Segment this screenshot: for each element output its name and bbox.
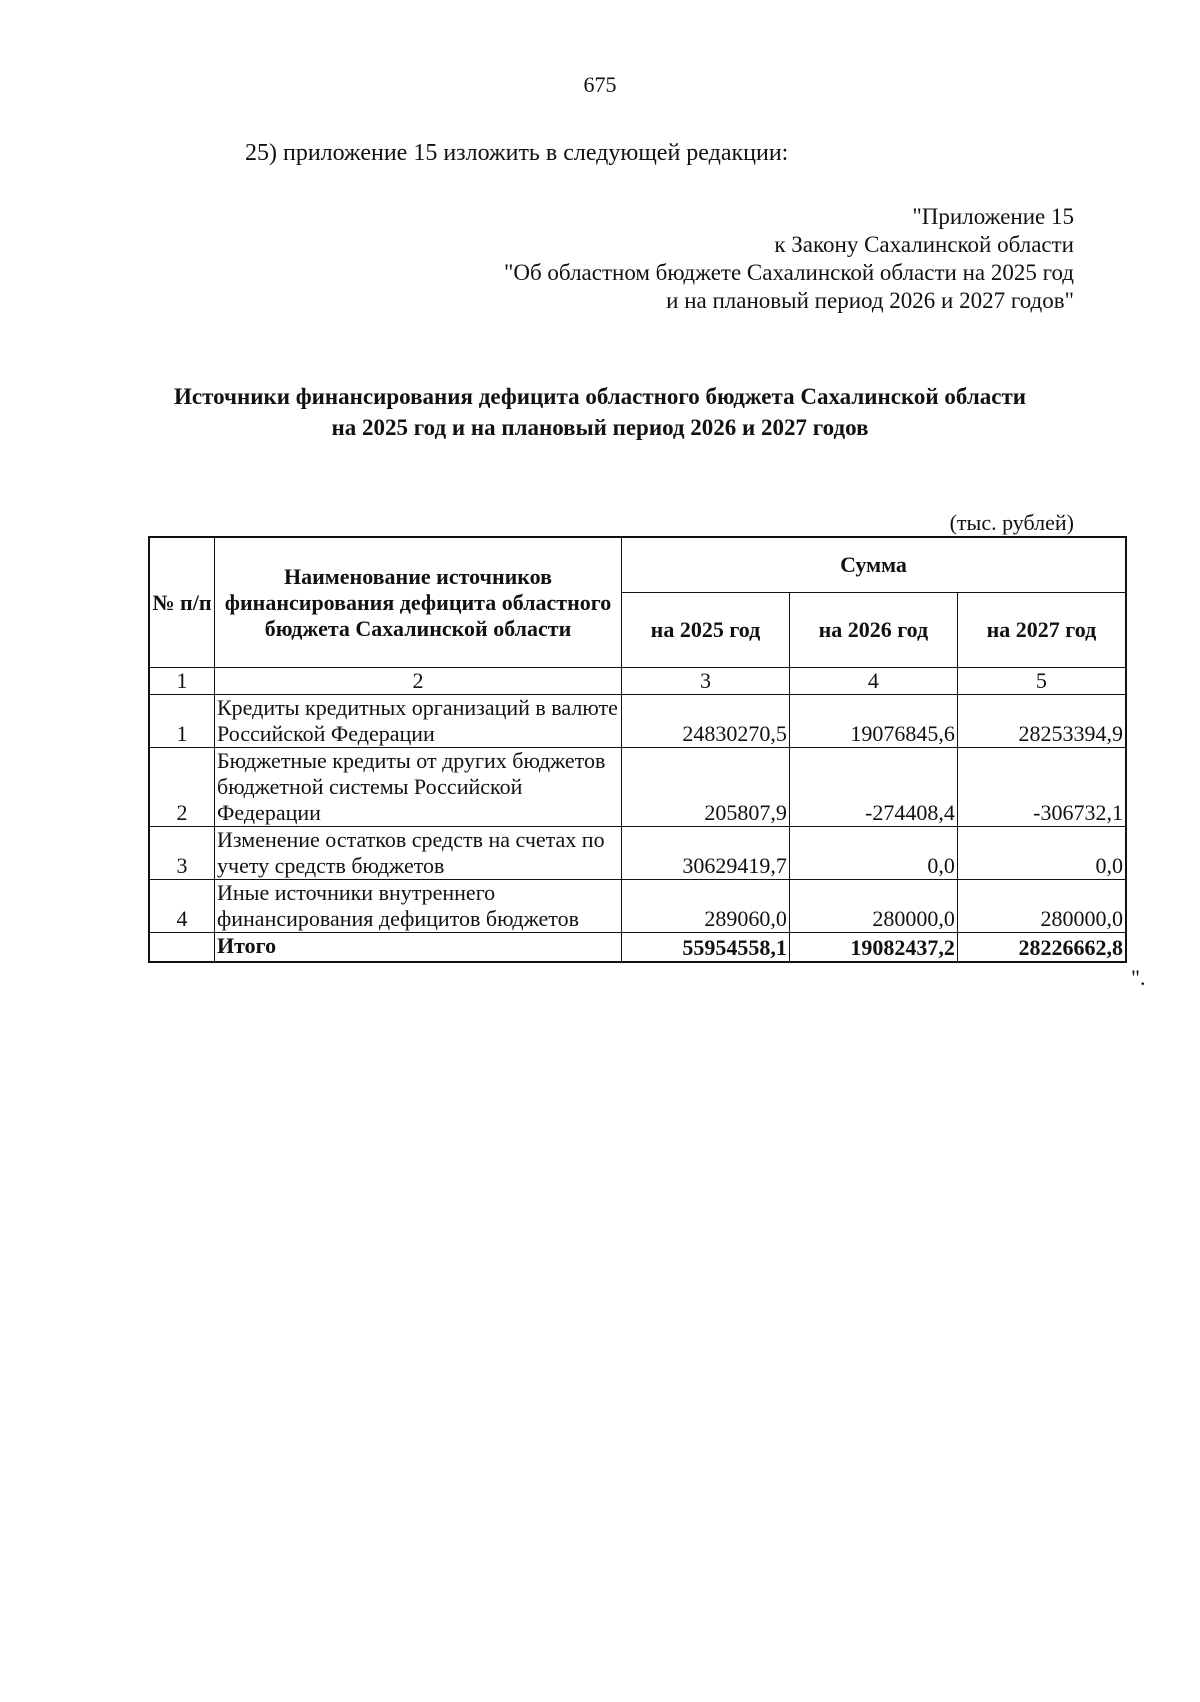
row-value-2025: 30629419,7 xyxy=(622,827,790,880)
row-value-2025: 24830270,5 xyxy=(622,695,790,748)
table-row xyxy=(149,827,1126,880)
column-index: 3 xyxy=(622,668,790,695)
row-name: Иные источники внутреннего финансирования дефицитов бюджетов xyxy=(215,880,622,933)
header-sum: Сумма xyxy=(622,537,1127,593)
row-num: 2 xyxy=(149,748,215,827)
column-index: 2 xyxy=(215,668,622,695)
total-value-2027: 28226662,8 xyxy=(957,933,1126,963)
closing-quote: ". xyxy=(1131,965,1146,990)
row-name: Изменение остатков средств на счетах по учету средств бюджетов xyxy=(215,827,622,880)
annex-header xyxy=(504,203,1074,315)
row-value-2025: 289060,0 xyxy=(622,880,790,933)
row-value-2026: 19076845,6 xyxy=(789,695,957,748)
total-value-2026: 19082437,2 xyxy=(789,933,957,963)
total-num-empty xyxy=(149,933,215,963)
column-index-row xyxy=(149,668,1126,695)
row-value-2027: 280000,0 xyxy=(957,880,1126,933)
annex-line: "Приложение 15 xyxy=(912,204,1074,229)
table-row xyxy=(149,695,1126,748)
row-value-2027: -306732,1 xyxy=(957,748,1126,827)
row-num: 1 xyxy=(149,695,215,748)
table-row xyxy=(149,880,1126,933)
total-label: Итого xyxy=(215,933,622,963)
column-index: 4 xyxy=(789,668,957,695)
row-value-2027: 28253394,9 xyxy=(957,695,1126,748)
amendment-intro: 25) приложение 15 изложить в следующей редакции: xyxy=(245,140,789,166)
table-row xyxy=(149,748,1126,827)
row-name: Бюджетные кредиты от других бюджетов бюджетной системы Российской Федерации xyxy=(215,748,622,827)
header-year-2026: на 2026 год xyxy=(789,593,957,668)
row-value-2026: -274408,4 xyxy=(789,748,957,827)
header-year-2025: на 2025 год xyxy=(622,593,790,668)
column-index: 5 xyxy=(957,668,1126,695)
annex-line: "Об областном бюджете Сахалинской области на 2025 год xyxy=(503,260,1074,285)
header-name: Наименование источников финансирования дефицита областного бюджета Сахалинской области xyxy=(215,537,622,668)
page-number: 675 xyxy=(583,72,617,97)
header-num: № п/п xyxy=(149,537,215,668)
table-header-row xyxy=(149,537,1126,593)
total-row xyxy=(149,933,1126,963)
row-value-2027: 0,0 xyxy=(957,827,1126,880)
budget-table xyxy=(148,536,1127,963)
total-value-2025: 55954558,1 xyxy=(622,933,790,963)
title-line: Источники финансирования дефицита областного бюджета Сахалинской области xyxy=(174,384,1026,409)
annex-line: и на плановый период 2026 и 2027 годов" xyxy=(666,288,1074,313)
row-value-2025: 205807,9 xyxy=(622,748,790,827)
row-value-2026: 280000,0 xyxy=(789,880,957,933)
row-num: 4 xyxy=(149,880,215,933)
row-num: 3 xyxy=(149,827,215,880)
document-title xyxy=(0,381,1200,443)
row-name: Кредиты кредитных организаций в валюте Российской Федерации xyxy=(215,695,622,748)
units-label: (тыс. рублей) xyxy=(949,510,1074,535)
header-year-2027: на 2027 год xyxy=(957,593,1126,668)
row-value-2026: 0,0 xyxy=(789,827,957,880)
column-index: 1 xyxy=(149,668,215,695)
title-line: на 2025 год и на плановый период 2026 и 2027 годов xyxy=(331,415,869,440)
annex-line: к Закону Сахалинской области xyxy=(774,232,1074,257)
